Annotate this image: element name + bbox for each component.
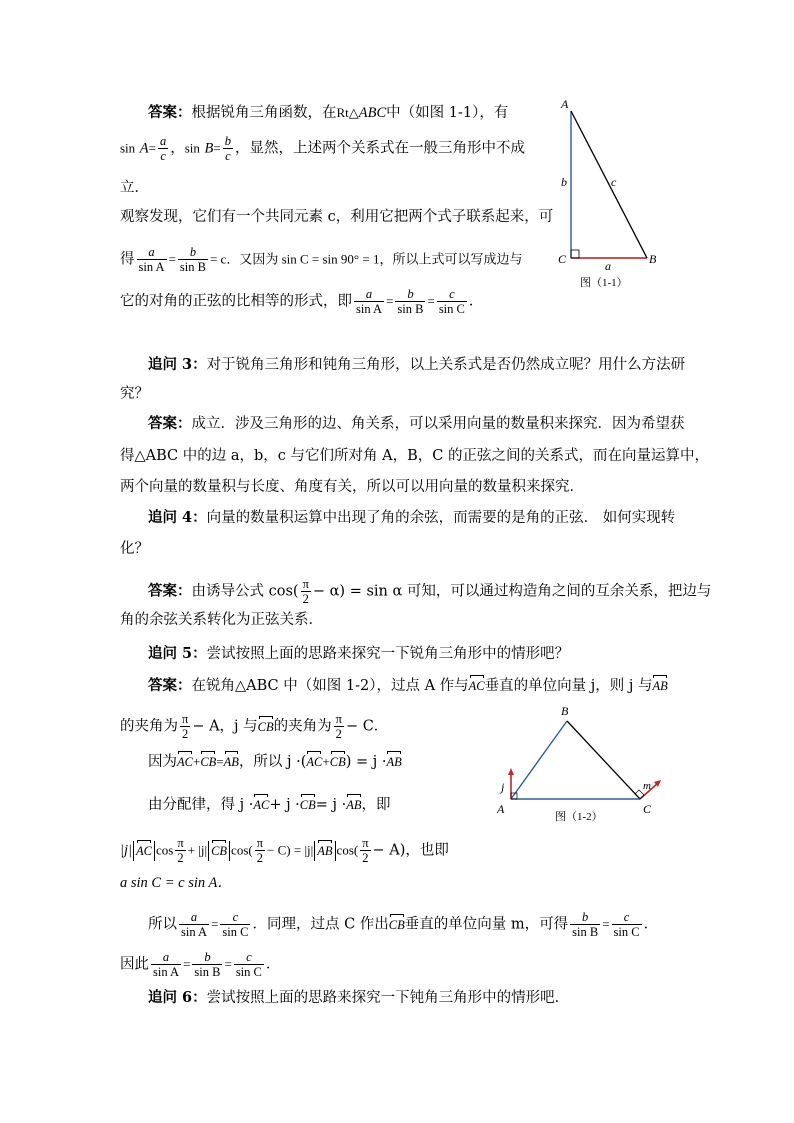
answer-3-label: 答案： [148,415,192,432]
answer-line-6: 它的对角的正弦的比相等的形式，即 $\frac{a}{\text{sin A}}$ = $\frac{b}{\text{sin B}}$ = $\frac{c}{\text{sin C}}$ ． [120,287,484,316]
followup-5-line-1: 追问 5：尝试按照上面的思路来探究一下锐角三角形中的情形吧？ [148,645,570,662]
followup-5-label: 追问 5： [148,645,207,662]
label-m: m [643,780,651,792]
answer-4-line-2: 角的余弦关系转化为正弦关系． [120,612,323,628]
side-AB [511,721,567,799]
answer-3-line-3: 两个向量的数量积与长度、角度有关，所以可以用向量的数量积来探究． [120,479,584,495]
answer-line-4: 观察发现，它们有一个共同元素 c，利用它把两个式子联系起来，可 [120,209,554,225]
answer-5-label: 答案： [148,677,192,694]
fraction-pi-over-2: $\frac{\pi}{2}$ [335,712,342,741]
fraction-pi-over-2: $\frac{\pi}{2}$ [182,712,189,741]
answer-5-line-4: 由分配律，得 j ·AC+ j ·CB= j ·AB，即 [148,797,391,813]
right-angle-mark [571,250,579,258]
label-b: b [561,175,567,189]
fraction-b-over-sinB-2: $\frac{b}{\text{sin B}}$ [397,287,424,316]
fraction-a-over-sinA-2: $\frac{a}{\text{sin A}}$ [356,287,383,316]
fraction-pi-over-2: $\frac{\pi}{2}$ [362,836,369,865]
answer-5-line-7: 所以 $\frac{a}{\text{sin A}}$ = $\frac{c}{\text{sin C}}$ ．同理，过点 C 作出CB垂直的单位向量 m，可得 $\frac{b}{\text{sin B}}$ = $\frac{c}{\text{sin C}}$ ． [148,910,659,939]
followup-6-line-1: 追问 6：尝试按照上面的思路来探究一下钝角三角形中的情形吧． [148,989,570,1006]
answer-5-line-2: 的夹角为 $\frac{\pi}{2}$ − A，j 与CB的夹角为 $\frac{\pi}{2}$ − C． [120,712,389,741]
answer-5-line-3: 因为AC+CB=AB，所以 j ·(AC+CB) = j ·AB [148,754,402,770]
answer-5-line-6: a sin C = c sin A． [120,875,232,891]
label-a: a [605,259,611,273]
vertex-A: A [497,802,505,816]
followup-3-line-2: 究？ [120,386,149,402]
fraction-pi-over-2: $\frac{\pi}{2}$ [177,836,184,865]
answer-line-2: sin A= $\frac{a}{c}$ ，sin B= $\frac{b}{c}$ ，显然，上述两个关系式在一般三角形中不成 [120,134,525,163]
answer-3-line-1: 答案：成立．涉及三角形的边、角关系，可以采用向量的数量积来探究．因为希望获 [148,415,685,432]
fraction-pi-over-2: $\frac{\pi}{2}$ [302,577,309,606]
figure-caption: 图（1-1） [580,277,628,289]
vertex-C: C [558,252,567,266]
vertex-B: B [561,704,569,718]
followup-3-line-1: 追问 3：对于锐角三角形和钝角三角形，以上关系式是否仍然成立呢？用什么方法研 [148,356,686,373]
answer-line-3: 立． [120,180,149,196]
answer-4-line-1: 答案：由诱导公式 cos( $\frac{\pi}{2}$ − α) = sin α 可知，可以通过构造角之间的互余关系，把边与 [148,577,712,606]
followup-6-label: 追问 6： [148,989,207,1006]
answer-3-line-2: 得△ABC 中的边 a，b，c 与它们所对角 A，B，C 的正弦之间的关系式，而在向量运算中， [120,448,709,464]
followup-4-label: 追问 4： [148,509,207,526]
followup-4-line-2: 化？ [120,541,149,557]
answer-4-label: 答案： [148,582,192,600]
answer-line-5: 得 $\frac{a}{\text{sin A}}$ = $\frac{b}{\text{sin B}}$ = c．又因为 sin C = sin 90° = 1，所以上式可以写成边与 [120,245,523,274]
vertex-A: A [561,97,569,111]
vertex-B: B [649,252,657,266]
fraction-pi-over-2: $\frac{\pi}{2}$ [256,836,264,865]
fraction-c-over-sinC: $\frac{c}{\text{sin C}}$ [438,287,465,316]
fraction-a-over-sinA: $\frac{a}{\text{sin A}}$ [138,245,165,274]
answer-label: 答案： [148,104,192,121]
vector-CB: CB [258,717,274,737]
label-c: c [611,175,617,189]
answer-5-line-1: 答案：在锐角△ABC 中（如图 1-2），过点 A 作与AC垂直的单位向量 j，则 j 与AB [148,677,668,694]
answer-5-line-5: |j| AC cos $\frac{\pi}{2}$ + |j| CB cos( $\frac{\pi}{2}$ − C) = |j| AB cos( $\frac{\pi}{2}$ − A)，也即 [120,836,449,865]
fraction-b-over-sinB: $\frac{b}{\text{sin B}}$ [179,245,206,274]
vector-AC: AC [469,676,485,696]
answer-5-line-8: 因此 $\frac{a}{\text{sin A}}$ = $\frac{b}{\text{sin B}}$ = $\frac{c}{\text{sin C}}$ ． [120,950,281,979]
fraction-b-over-c: $\frac{b}{c}$ [224,134,231,163]
followup-3-label: 追问 3： [148,356,207,373]
answer-line-1: 答案：根据锐角三角函数，在Rt△ABC中（如图 1-1），有 [148,104,509,121]
figure-1-1-right-triangle [555,95,665,295]
vertex-C: C [643,802,652,816]
vector-AB: AB [652,676,667,696]
fraction-a-over-c: $\frac{a}{c}$ [159,134,167,163]
figure-1-2-acute-triangle [495,703,675,828]
label-j: j [501,780,505,794]
side-BC [567,721,640,799]
figure-caption: 图（1-2） [555,811,603,823]
side-c [571,111,647,258]
followup-4-line-1: 追问 4：向量的数量积运算中出现了角的余弦，而需要的是角的正弦． 如何实现转 [148,509,676,526]
vector-j-arrowhead [508,768,514,775]
